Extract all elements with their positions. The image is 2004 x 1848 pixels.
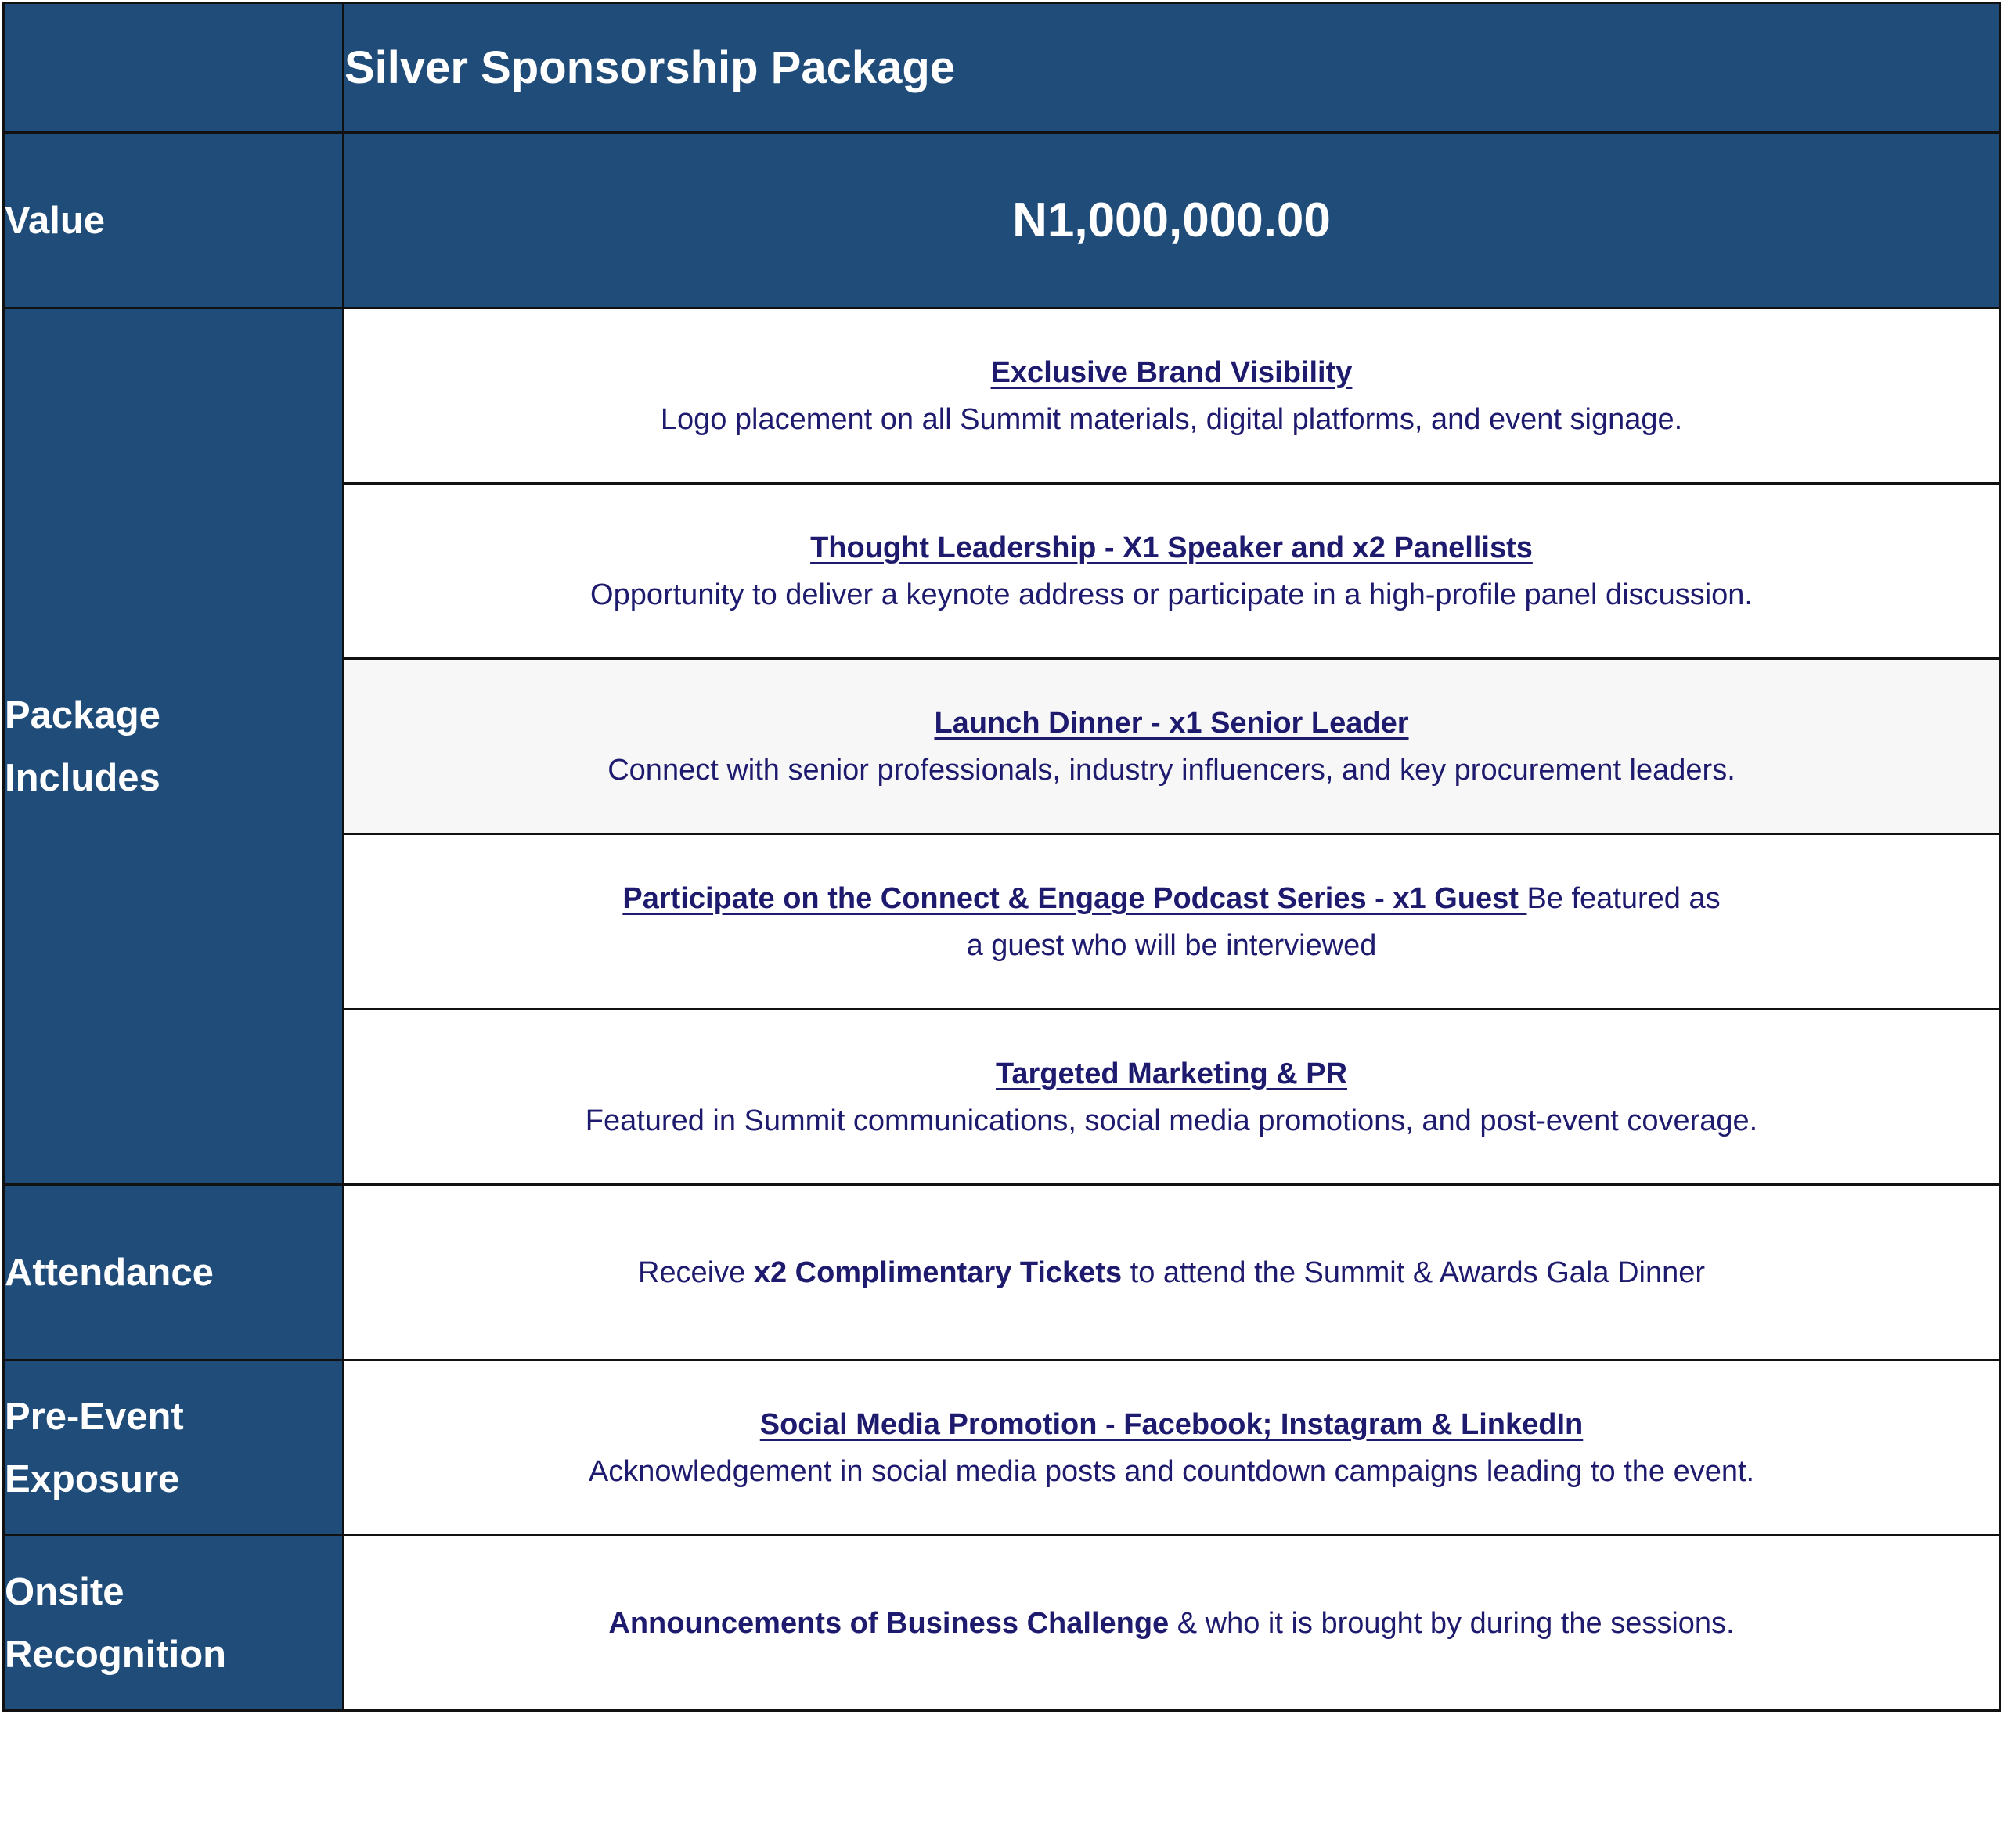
value-amount: N1,000,000.00 <box>344 133 2000 308</box>
launch-dinner-heading: Launch Dinner - x1 Senior Leader <box>934 706 1409 740</box>
pre-event-label-line2: Exposure <box>5 1457 180 1500</box>
brand-visibility-cell <box>344 308 2000 484</box>
title-corner-cell <box>4 3 344 133</box>
value-row <box>4 133 2000 308</box>
social-media-text: Acknowledgement in social media posts and countdown campaigns leading to the event. <box>588 1454 1755 1488</box>
onsite-announcements: Announcements of Business Challenge <box>608 1606 1170 1640</box>
podcast-cell <box>344 834 2000 1010</box>
onsite-row <box>4 1536 2000 1711</box>
thought-leadership-text: Opportunity to deliver a keynote address or participate in a high-profile panel discussion. <box>590 578 1753 611</box>
title-row <box>4 3 2000 133</box>
package-title: Silver Sponsorship Package <box>344 3 2000 133</box>
value-label: Value <box>4 133 344 308</box>
attendance-suffix: to attend the Summit & Awards Gala Dinner <box>1122 1255 1706 1289</box>
pre-event-label-line1: Pre-Event <box>5 1395 184 1438</box>
attendance-row <box>4 1185 2000 1360</box>
onsite-label-line2: Recognition <box>5 1633 227 1676</box>
onsite-label-line1: Onsite <box>5 1570 124 1613</box>
social-media-cell <box>344 1360 2000 1536</box>
social-media-heading: Social Media Promotion - Facebook; Instagram & LinkedIn <box>759 1407 1584 1441</box>
podcast-text-line2: a guest who will be interviewed <box>966 928 1377 962</box>
pre-event-row <box>4 1360 2000 1536</box>
podcast-text-line1: Be featured as <box>1526 881 1721 915</box>
attendance-tickets: x2 Complimentary Tickets <box>753 1255 1123 1289</box>
package-item-row <box>4 308 2000 484</box>
attendance-cell <box>344 1185 2000 1360</box>
onsite-cell <box>344 1536 2000 1711</box>
podcast-first-line <box>344 875 1999 922</box>
podcast-heading: Participate on the Connect & Engage Podcast Series - x1 Guest <box>622 881 1527 915</box>
attendance-label: Attendance <box>4 1185 344 1360</box>
marketing-pr-cell <box>344 1010 2000 1185</box>
attendance-prefix: Receive <box>637 1255 754 1289</box>
onsite-label <box>4 1536 344 1711</box>
marketing-pr-heading: Targeted Marketing & PR <box>995 1057 1348 1090</box>
thought-leadership-heading: Thought Leadership - X1 Speaker and x2 Panellists <box>810 531 1533 564</box>
launch-dinner-text: Connect with senior professionals, industry influencers, and key procurement leaders. <box>607 753 1735 787</box>
marketing-pr-text: Featured in Summit communications, social media promotions, and post-event coverage. <box>585 1104 1758 1137</box>
thought-leadership-cell <box>344 484 2000 659</box>
sponsorship-table <box>2 2 2001 1712</box>
package-includes-label <box>4 308 344 1185</box>
package-includes-label-line1: Package <box>5 693 160 737</box>
launch-dinner-cell <box>344 659 2000 834</box>
brand-visibility-text: Logo placement on all Summit materials, digital platforms, and event signage. <box>660 402 1683 436</box>
onsite-suffix: & who it is brought by during the sessions. <box>1169 1606 1735 1640</box>
brand-visibility-heading: Exclusive Brand Visibility <box>990 355 1353 389</box>
package-includes-label-line2: Includes <box>5 756 160 799</box>
pre-event-label <box>4 1360 344 1536</box>
